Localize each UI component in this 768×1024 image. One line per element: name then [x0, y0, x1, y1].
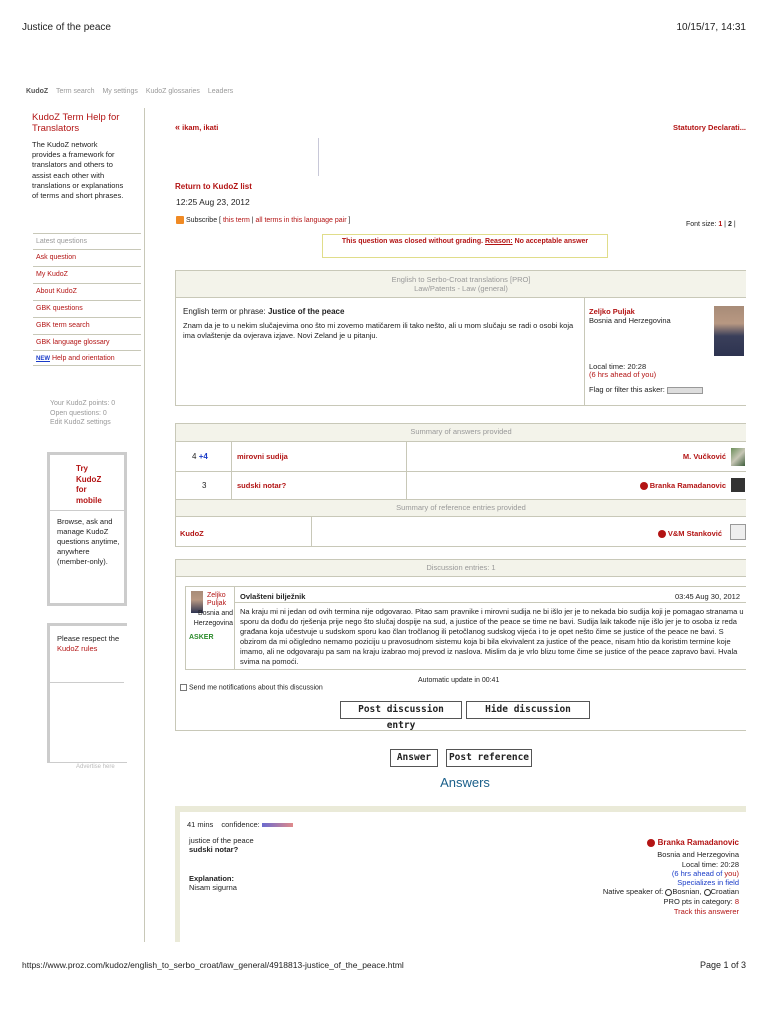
pro-flag-icon [640, 482, 648, 490]
ref-kudoz[interactable]: KudoZ [180, 529, 204, 538]
post-reference-button[interactable]: Post reference [446, 749, 532, 767]
font-size-2[interactable]: 2 [727, 221, 732, 228]
summary-row-1 [176, 442, 746, 471]
answerer-ahead-text: (6 hrs ahead of [671, 869, 723, 878]
question-col-divider [584, 298, 585, 406]
answer-time: 41 mins [187, 820, 214, 829]
footer-page: Page 1 of 3 [699, 960, 746, 970]
term-line [183, 307, 344, 316]
discussion-author-last[interactable]: Puljak [207, 600, 227, 607]
prev-question-label: ikam, ikati [182, 123, 219, 132]
print-title: Justice of the peace [22, 22, 111, 33]
ref-divider [311, 517, 312, 547]
native-lang-2: Croatian [710, 887, 739, 896]
explanation-text: Nisam sigurna [189, 883, 237, 892]
answer-term: justice of the peace [189, 836, 254, 845]
sidebar-help-label: Help and orientation [51, 355, 115, 362]
term-label: English term or phrase: [183, 307, 266, 316]
row1-divider2 [406, 442, 407, 471]
discussion-entry-time: 03:45 Aug 30, 2012 [674, 592, 740, 601]
native-speaker [560, 887, 739, 896]
nav-kudoz-glossaries[interactable]: KudoZ glossaries [145, 88, 200, 95]
sidebar-item-about[interactable]: About KudoZ [33, 283, 141, 299]
row2-score: 3 [202, 481, 207, 490]
sidebar-item-help[interactable] [33, 350, 141, 366]
ref-avatar[interactable] [730, 524, 746, 540]
row2-divider1 [231, 472, 232, 499]
closed-reason-label[interactable]: Reason: [485, 238, 513, 245]
prev-question-link[interactable] [175, 122, 218, 132]
answerer-name[interactable] [580, 838, 739, 847]
question-date: 12:25 Aug 23, 2012 [176, 197, 250, 207]
footer-url: https://www.proz.com/kudoz/english_to_serbo_croat/law_general/4918813-justice_of_the_peace.html [22, 960, 404, 970]
auto-update: Automatic update in 00:41 [418, 677, 500, 684]
ref-summary-header: Summary of reference entries provided [176, 500, 746, 516]
sidebar-item-gbk-glossary[interactable]: GBK language glossary [33, 334, 141, 350]
asker-ahead-you[interactable]: you) [641, 370, 657, 379]
sidebar-item-ask[interactable]: Ask question [33, 249, 141, 265]
subscribe-all-terms[interactable]: all terms in this language pair [255, 216, 347, 224]
closed-reason: No acceptable answer [514, 238, 589, 245]
font-size-label: Font size: [686, 221, 717, 228]
subscribe-label: Subscribe [ [185, 216, 221, 224]
answer-button[interactable]: Answer [390, 749, 438, 767]
post-discussion-button[interactable]: Post discussion entry [340, 701, 462, 719]
notify-row [180, 684, 323, 691]
nav-kudoz[interactable]: KudoZ [26, 88, 49, 95]
asker-badge: ASKER [189, 634, 214, 641]
ref-answerer[interactable] [556, 529, 722, 538]
sidebar-item-my-kudoz[interactable]: My KudoZ [33, 266, 141, 282]
sidebar-item-gbk-questions[interactable]: GBK questions [33, 300, 141, 316]
asker-ahead [589, 370, 656, 379]
answerer-ahead-you[interactable]: you) [724, 869, 739, 878]
mobile-promo-text: Browse, ask and manage KudoZ questions anytime, anywhere (member-only). [57, 517, 120, 566]
asker-avatar[interactable] [714, 306, 744, 356]
subscribe-bar [176, 216, 350, 224]
mobile-promo-title[interactable]: Try KudoZ for mobile [76, 464, 102, 505]
row2-avatar[interactable] [731, 478, 745, 492]
nav-divider [318, 138, 319, 176]
track-answerer[interactable]: Track this answerer [673, 907, 739, 916]
specializes-link[interactable]: Specializes in field [677, 878, 739, 887]
flag-asker-label: Flag or filter this asker: [589, 385, 665, 394]
native-label: Native speaker of: [602, 887, 664, 896]
hide-discussion-button[interactable]: Hide discussion [466, 701, 590, 719]
asker-country: Bosnia and Herzegovina [589, 316, 671, 325]
summary-header: Summary of answers provided [176, 424, 746, 441]
row2-answerer-name: Branka Ramadanovic [649, 481, 726, 490]
discussion-author-first[interactable]: Zeljko [207, 592, 226, 599]
subscribe-close: ] [348, 216, 351, 224]
pro-flag-icon [658, 530, 666, 538]
return-to-list[interactable]: Return to KudoZ list [175, 182, 252, 191]
speaker-icon [704, 889, 711, 896]
answerer-ahead [580, 869, 739, 878]
rules-prefix: Please respect the [57, 634, 120, 643]
notify-label: Send me notifications about this discussion [188, 684, 323, 692]
rules-link[interactable]: KudoZ rules [57, 644, 98, 653]
question-header-line [176, 297, 746, 298]
nav-leaders[interactable]: Leaders [207, 88, 234, 95]
row2-answer[interactable]: sudski notar? [237, 481, 287, 490]
answer-translation: sudski notar? [189, 845, 239, 854]
pro-points [580, 897, 739, 906]
question-body: Znam da je to u nekim slučajevima ono što mi zovemo matičarem ili tako nešto, ali u mom slučaju se radi o osobi koja ima ovlaštenje da ovjerava izjave. Novi Zeland je u pitanju. [183, 321, 574, 340]
row1-divider1 [231, 442, 232, 471]
print-datetime: 10/15/17, 14:31 [676, 22, 746, 33]
flag-filter-icon[interactable] [667, 387, 703, 394]
row1-answer[interactable]: mirovni sudija [237, 452, 288, 461]
answers-heading: Answers [440, 775, 490, 790]
row2-answerer[interactable] [556, 481, 726, 490]
nav-term-search[interactable]: Term search [56, 88, 95, 95]
new-badge: NEW [36, 356, 50, 362]
closed-notice-text: This question was closed without grading. [341, 238, 484, 245]
font-size-sep1: | [724, 221, 726, 228]
discussion-entry-title: Ovlašteni bilježnik [240, 592, 306, 601]
pro-flag-icon [647, 839, 655, 847]
answerer-name-label: Branka Ramadanovic [657, 838, 739, 847]
asker-name[interactable]: Zeljko Puljak [589, 307, 635, 316]
mobile-promo-divider [50, 510, 124, 511]
discussion-entry-text: Na kraju mi ni jedan od ovih termina nije odgovarao. Pitao sam pravnike i mirovni sudija ne bi išlo jer je to nekada bio sudija koji je pomagao stranama u sporu da dođu do rješenja prije nego što slučaj dospije na sud, a justice of the peace se time ne bavi. Sudija laik takođe nije išlo jer je to osoba iz reda građana koja učestvuje u sudskom sporu kao član tročlanog ili petočlanog sudskog vijeća i to je opet nešto čime se justice of the peace ne bavi. S obzirom da mi očigledno nemamo poziciju u pravosudnom sistemu koja bi bila ekvivalent za justice of the peace, nisam htio da koristim termine koje imamo, ali ne odgovaraju pa sam na kraju izabrao moj prevod iz naslova. Mislim da je vrlo blizu tome čime se justice of the peace zapravo bavi. Hvala svima na pomoći. [240, 607, 744, 666]
row1-score [192, 452, 232, 461]
sidebar-open-questions: Open questions: 0 [50, 410, 107, 417]
subscribe-sep: | [251, 216, 254, 224]
sidebar-item-gbk-term-search[interactable]: GBK term search [33, 317, 141, 333]
language-pair: English to Serbo-Croat translations [PRO] [391, 275, 531, 284]
subscribe-this-term[interactable]: this term [222, 216, 250, 224]
question-field: Law/Patents - Law (general) [414, 284, 508, 293]
discussion-col-divider [234, 587, 235, 669]
sidebar-divider [144, 108, 145, 942]
answerer-country: Bosnia and Herzegovina [657, 850, 739, 859]
pro-points-label: PRO pts in category: [663, 897, 733, 906]
rules-separator [50, 682, 124, 683]
discussion-entry-line [235, 602, 746, 603]
chevron-left-icon: « [175, 122, 181, 132]
notify-checkbox[interactable] [180, 684, 187, 691]
row2-divider2 [406, 472, 407, 499]
row1-answerer[interactable]: M. Vučković [682, 452, 726, 461]
sidebar-title: KudoZ Term Help for Translators [32, 112, 120, 134]
sidebar-edit-settings[interactable]: Edit KudoZ settings [50, 419, 111, 426]
confidence-bar [262, 823, 293, 827]
row1-avatar[interactable] [731, 448, 745, 466]
nav-my-settings[interactable]: My settings [102, 88, 138, 95]
explanation-label: Explanation: [189, 874, 235, 883]
font-size-1[interactable]: 1 [718, 221, 723, 228]
closed-notice [322, 234, 608, 258]
question-header [176, 271, 746, 297]
font-size-control [686, 221, 736, 228]
summary-row-2 [176, 472, 746, 499]
sidebar-latest[interactable]: Latest questions [33, 233, 141, 249]
answerer-local-time: Local time: 20:28 [681, 860, 739, 869]
native-lang-1: Bosnian, [672, 887, 702, 896]
discussion-header-line [176, 576, 746, 577]
font-size-sep2: | [733, 221, 736, 228]
advertise-here[interactable]: Advertise here [76, 764, 115, 770]
discussion-author-country: Bosnia and Herzegovina [193, 610, 233, 627]
term-value: Justice of the peace [267, 307, 345, 316]
asker-ahead-text: (6 hrs ahead of [589, 370, 640, 379]
flag-asker [589, 385, 703, 394]
rules-text [57, 634, 121, 654]
discussion-header: Discussion entries: 1 [176, 560, 746, 576]
sidebar-intro: The KudoZ network provides a framework for translators and others to assist each other with translations or explanations of terms and short phrases. [32, 140, 124, 201]
ref-answerer-name: V&M Stanković [667, 529, 722, 538]
top-nav [26, 88, 233, 95]
asker-local-time: Local time: 20:28 [589, 362, 647, 371]
answer-meta [187, 820, 293, 829]
row1-plus: +4 [198, 452, 208, 461]
pro-points-value[interactable]: 8 [734, 897, 739, 906]
confidence-label: confidence: [221, 820, 260, 829]
summary-line4 [176, 516, 746, 517]
rss-icon [176, 216, 184, 224]
next-question-link[interactable]: Statutory Declarati... [673, 123, 746, 132]
row1-score-value: 4 [192, 452, 197, 461]
sidebar-points: Your KudoZ points: 0 [50, 400, 116, 407]
